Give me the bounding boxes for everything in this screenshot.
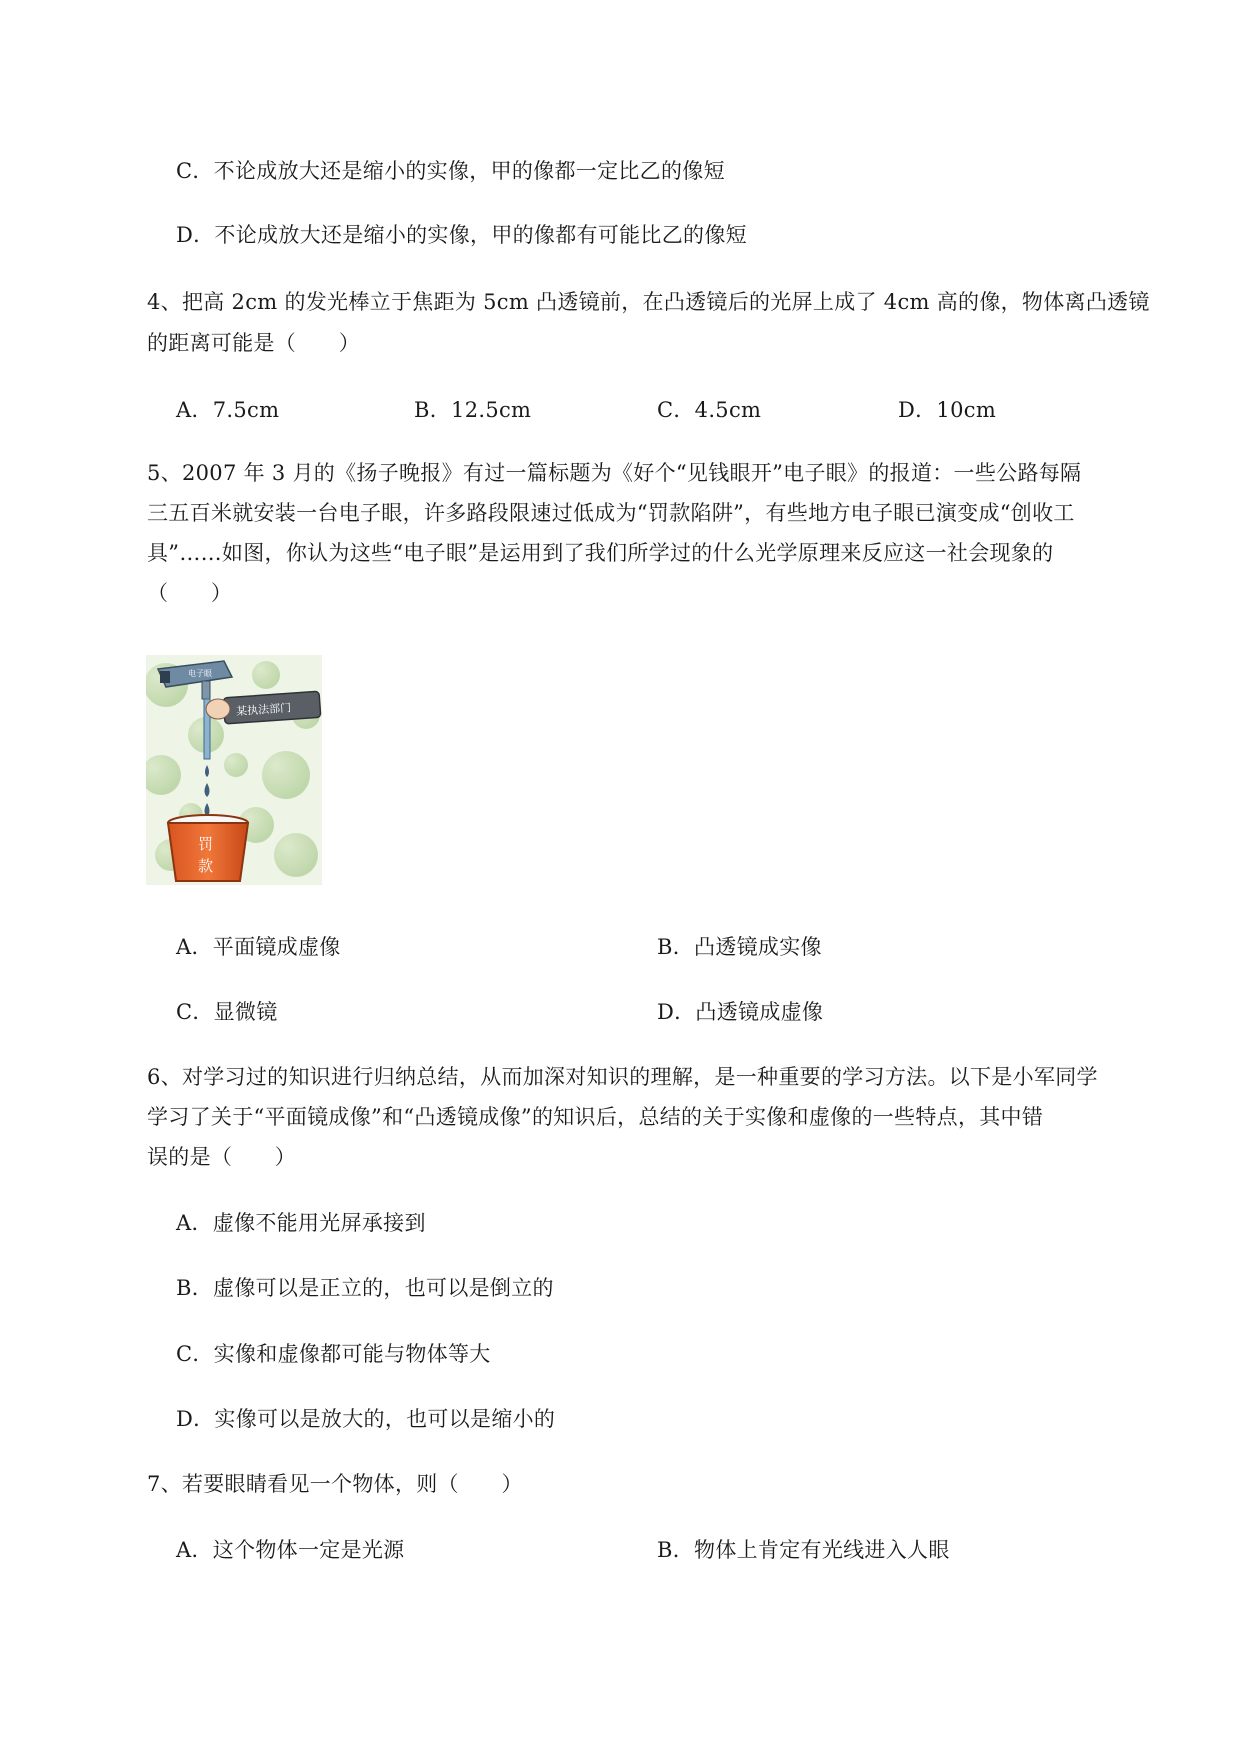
q4-option-a: A．7.5cm	[176, 398, 280, 422]
electronic-eye-cartoon	[146, 655, 322, 885]
q7-stem-line-1: 7、若要眼睛看见一个物体，则（ ）	[147, 1472, 523, 1496]
q6-stem-line-1: 6、对学习过的知识进行归纳总结，从而加深对知识的理解，是一种重要的学习方法。以下是小军同学	[147, 1065, 1098, 1089]
q5-option-b: B．凸透镜成实像	[657, 935, 822, 959]
q5-option-a: A．平面镜成虚像	[176, 935, 341, 959]
q6-option-a: A．虚像不能用光屏承接到	[176, 1211, 426, 1235]
svg-text:某执法部门: 某执法部门	[235, 701, 292, 719]
q4-stem-line-1: 4、把高 2cm 的发光棒立于焦距为 5cm 凸透镜前，在凸透镜后的光屏上成了 4cm 高的像，物体离凸透镜	[147, 290, 1150, 314]
q5-option-c: C．显微镜	[176, 1000, 278, 1024]
q7-option-b: B．物体上肯定有光线进入人眼	[657, 1538, 950, 1562]
q3-option-d: D．不论成放大还是缩小的实像，甲的像都有可能比乙的像短	[176, 223, 747, 247]
q6-stem-line-2: 学习了关于“平面镜成像”和“凸透镜成像”的知识后，总结的关于实像和虚像的一些特点，其中错	[147, 1105, 1044, 1129]
q5-option-d: D．凸透镜成虚像	[657, 1000, 824, 1024]
q5-stem-line-4: （ ）	[147, 581, 233, 605]
q7-option-a: A．这个物体一定是光源	[176, 1538, 405, 1562]
q6-option-b: B．虚像可以是正立的，也可以是倒立的	[176, 1276, 554, 1300]
q5-stem-line-1: 5、2007 年 3 月的《扬子晚报》有过一篇标题为《好个“见钱眼开”电子眼》的报道：一些公路每隔	[147, 461, 1082, 485]
q3-option-c: C．不论成放大还是缩小的实像，甲的像都一定比乙的像短	[176, 159, 725, 183]
svg-text:电子眼: 电子眼	[188, 669, 212, 678]
money-drops	[205, 765, 210, 817]
q5-stem-line-2: 三五百米就安装一台电子眼，许多路段限速过低成为“罚款陷阱”，有些地方电子眼已演变成“创收工	[147, 501, 1075, 525]
q4-option-b: B．12.5cm	[414, 398, 532, 422]
q6-option-c: C．实像和虚像都可能与物体等大	[176, 1342, 491, 1366]
q4-option-c: C．4.5cm	[657, 398, 762, 422]
svg-text:款: 款	[198, 857, 214, 875]
q5-stem-line-3: 具”……如图，你认为这些“电子眼”是运用到了我们所学过的什么光学原理来反应这一社会现象的	[147, 541, 1054, 565]
bucket-icon	[168, 815, 248, 881]
q4-stem-line-2: 的距离可能是（ ）	[147, 331, 360, 355]
q6-option-d: D．实像可以是放大的，也可以是缩小的	[176, 1407, 556, 1431]
svg-text:罚: 罚	[198, 835, 214, 853]
q4-option-d: D．10cm	[898, 398, 997, 422]
q6-stem-line-3: 误的是（ ）	[147, 1145, 297, 1169]
